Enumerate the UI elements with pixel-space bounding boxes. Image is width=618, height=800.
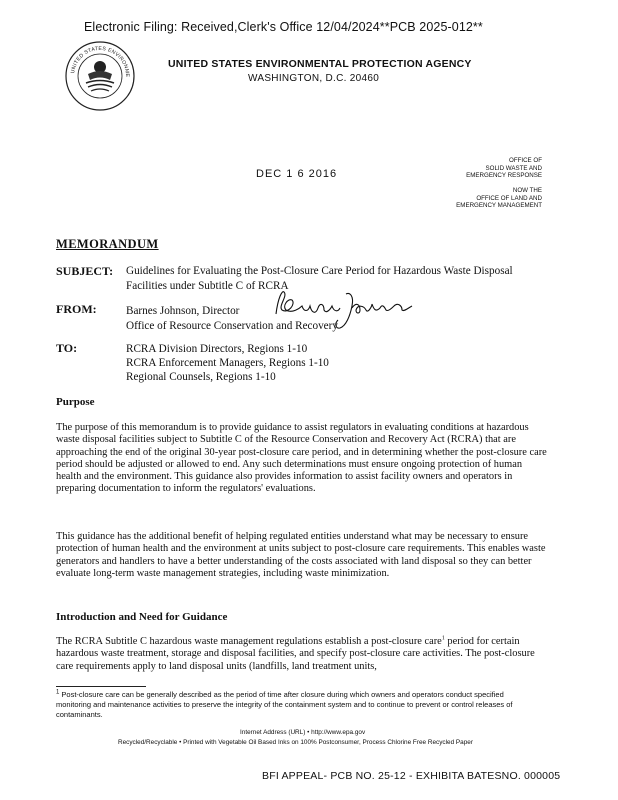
memo-date: DEC 1 6 2016 xyxy=(256,168,338,180)
epa-seal-icon xyxy=(64,40,136,112)
from-line-2: Office of Resource Conservation and Recovery xyxy=(126,319,338,332)
purpose-heading: Purpose xyxy=(56,396,95,408)
signature xyxy=(268,284,418,332)
subject-line-1: Guidelines for Evaluating the Post-Closure Care Period for Hazardous Waste Disposal xyxy=(126,265,513,277)
subject-line-2: Facilities under Subtitle C of RCRA xyxy=(126,279,289,292)
to-line-3: Regional Counsels, Regions 1-10 xyxy=(126,371,276,383)
office-line-3: EMERGENCY RESPONSE xyxy=(466,172,542,179)
office-line-6: EMERGENCY MANAGEMENT xyxy=(456,202,542,209)
from-line-1: Barnes Johnson, Director xyxy=(126,305,240,317)
purpose-paragraph-2: This guidance has the additional benefit of helping regulated entities understand what may be necessary to ensure protection of human health and the environment at units subject to post-closure care requirements. This enables waste generators and handlers to have a better understanding of the costs associated with land disposal so they can better evaluate long-term waste management strategies, including waste minimization. xyxy=(56,531,546,579)
purpose-paragraph-1: The purpose of this memorandum is to provide guidance to assist regulators in evaluating conditions at hazardous waste disposal facilities subject to Subtitle C of the Resource Conservation and Recovery Act (RCRA) that are approaching the end of the original 30-year post-closure care period, and in determining whether the post-closure care period should be adjusted or allowed to end. Any such determinations must ensure ongoing protection of human health and the environment. This guidance also provides information to assist facility owners and operators in preparing documentation to inform the regulators' evaluations. xyxy=(56,422,547,495)
introduction-heading: Introduction and Need for Guidance xyxy=(56,611,228,623)
office-line-4: NOW THE xyxy=(512,187,542,194)
electronic-filing-stamp: Electronic Filing: Received,Clerk's Office 12/04/2024**PCB 2025-012** xyxy=(84,20,483,34)
office-line-1: OFFICE OF xyxy=(509,157,542,164)
to-line-2: RCRA Enforcement Managers, Regions 1-10 xyxy=(126,357,329,369)
from-label: FROM: xyxy=(56,302,97,316)
footnote: $^1$ Post-closure care can be generally described as the period of time after closure during which owners and operators conduct specified monitoring and maintenance activities to preserve the integrity of the containment system and to continue to prevent or control releases of contaminants. xyxy=(56,689,513,719)
footer-recycled: Recycled/Recyclable • Printed with Vegetable Oil Based Inks on 100% Postconsumer, Process Chlorine Free Recycled Paper xyxy=(118,739,473,746)
office-line-2: SOLID WASTE AND xyxy=(485,164,542,172)
footer-address: Internet Address (URL) • http://www.epa.gov xyxy=(240,729,366,736)
bates-number: BFI APPEAL- PCB NO. 25-12 - EXHIBITA BATESNO. 000005 xyxy=(262,770,561,782)
agency-city: WASHINGTON, D.C. 20460 xyxy=(248,73,380,84)
svg-text:UNITED STATES ENVIRONMENTAL PR: UNITED STATES ENVIRONME xyxy=(70,45,131,78)
agency-name: UNITED STATES ENVIRONMENTAL PROTECTION AGENCY xyxy=(168,58,472,70)
to-line-1: RCRA Division Directors, Regions 1-10 xyxy=(126,343,308,355)
footnote-divider xyxy=(56,686,146,687)
footnote-ref[interactable]: 1 xyxy=(441,635,445,642)
subject-label: SUBJECT: xyxy=(56,264,114,278)
memorandum-title: MEMORANDUM xyxy=(56,237,159,251)
office-line-5: OFFICE OF LAND AND xyxy=(476,194,542,202)
introduction-paragraph: The RCRA Subtitle C hazardous waste management regulations establish a post-closure care$^1$ period for certain hazardous waste treatment, storage and disposal facilities, and specify post-closure care activities. The post-closure care requirements apply to land disposal units (landfills, land treatment units, xyxy=(56,635,535,672)
to-label: TO: xyxy=(56,341,78,355)
